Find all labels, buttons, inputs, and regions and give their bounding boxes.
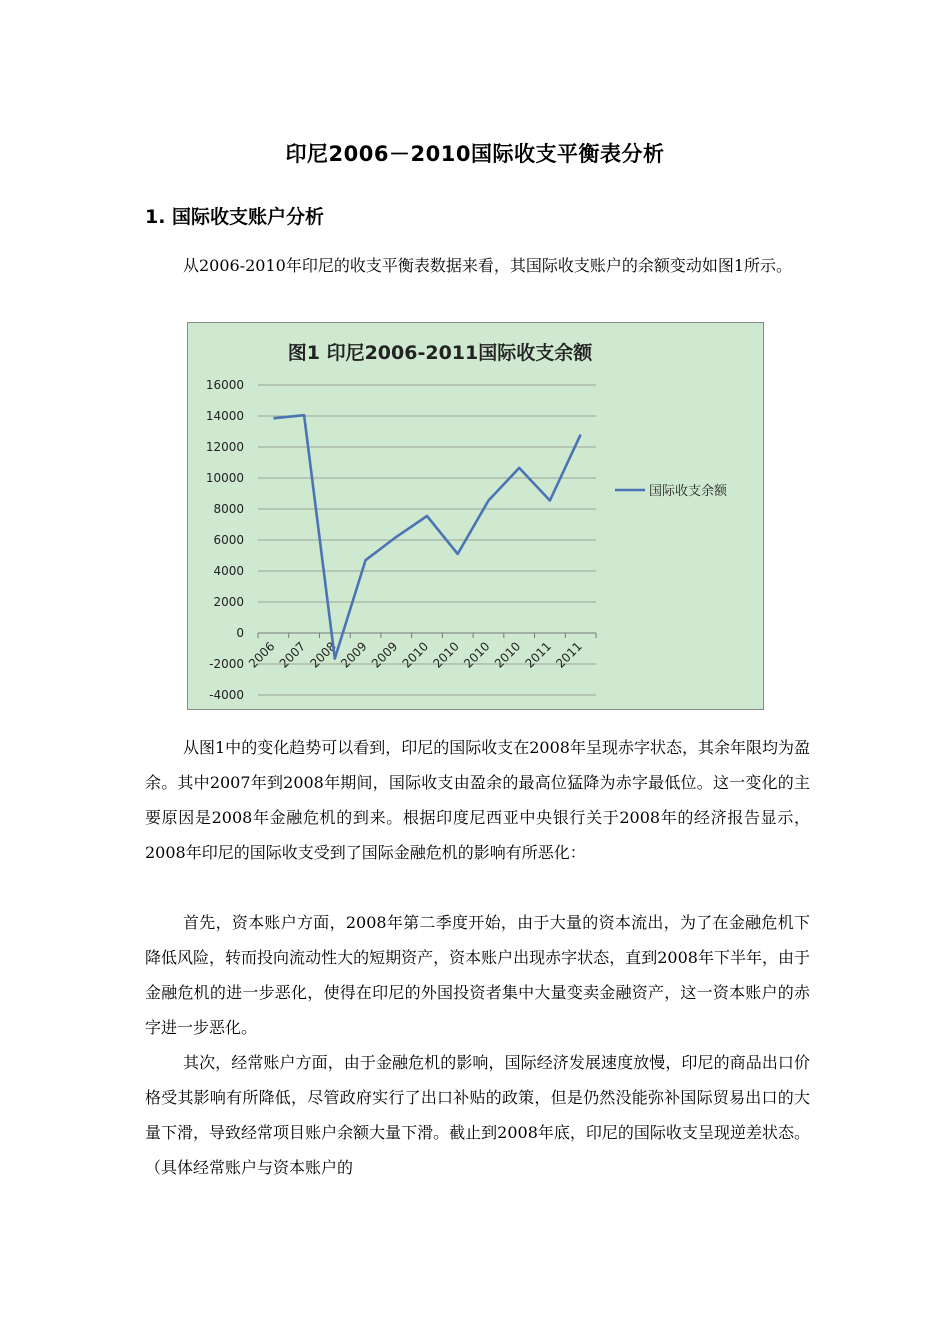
series-line	[273, 415, 580, 658]
chart-title: 图1 印尼2006-2011国际收支余额	[287, 342, 593, 364]
legend-label: 国际收支余额	[649, 484, 728, 499]
intro-paragraph: 从2006-2010年印尼的收支平衡表数据来看，其国际收支账户的余额变动如图1所示。	[183, 256, 793, 275]
y-tick-label: -4000	[209, 688, 244, 702]
x-tick-label: 2011	[522, 639, 555, 671]
body-paragraph-2: 首先，资本账户方面，2008年第二季度开始，由于大量的资本流出，为了在金融危机下降低风险，转而投向流动性大的短期资产，资本账户出现赤字状态，直到2008年下半年，由于金融危机的进一步恶化，使得在印尼的外国投资者集中大量变卖金融资产，这一资本账户的赤字进一步恶化。	[145, 913, 810, 1037]
y-tick-label: -2000	[209, 657, 244, 671]
x-tick-label: 2010	[399, 639, 432, 671]
x-tick-label: 2009	[368, 639, 401, 671]
y-tick-label: 4000	[213, 564, 244, 578]
x-tick-label: 2007	[276, 639, 309, 671]
line-chart	[188, 323, 765, 711]
chart-figure	[187, 322, 764, 710]
x-tick-label: 2011	[553, 639, 585, 671]
y-tick-label: 6000	[213, 533, 244, 547]
x-tick-label: 2010	[491, 639, 524, 671]
y-tick-label: 10000	[205, 471, 244, 485]
section-heading: 1. 国际收支账户分析	[145, 206, 325, 228]
y-tick-label: 16000	[205, 378, 244, 392]
body-paragraph-1: 从图1中的变化趋势可以看到，印尼的国际收支在2008年呈现赤字状态，其余年限均为盈余。其中2007年到2008年期间，国际收支由盈余的最高位猛降为赤字最低位。这一变化的主要原因是2008年金融危机的到来。根据印度尼西亚中央银行关于2008年的经济报告显示，2008年印尼的国际收支受到了国际金融危机的影响有所恶化：	[145, 738, 810, 862]
y-tick-label: 12000	[205, 440, 244, 454]
y-tick-label: 14000	[205, 409, 244, 423]
y-tick-label: 2000	[213, 595, 244, 609]
y-tick-label: 8000	[213, 502, 244, 516]
x-tick-label: 2010	[430, 639, 462, 671]
y-tick-label: 0	[236, 626, 244, 640]
x-tick-label: 2009	[338, 639, 370, 671]
x-tick-label: 2006	[245, 639, 278, 671]
x-tick-label: 2008	[307, 639, 339, 671]
document-title: 印尼2006－2010国际收支平衡表分析	[285, 142, 665, 166]
x-tick-label: 2010	[461, 639, 493, 671]
body-paragraph-3: 其次，经常账户方面，由于金融危机的影响，国际经济发展速度放慢，印尼的商品出口价格受其影响有所降低，尽管政府实行了出口补贴的政策，但是仍然没能弥补国际贸易出口的大量下滑，导致经常项目账户余额大量下滑。截止到2008年底，印尼的国际收支呈现逆差状态。（具体经常账户与资本账户的	[145, 1053, 810, 1177]
